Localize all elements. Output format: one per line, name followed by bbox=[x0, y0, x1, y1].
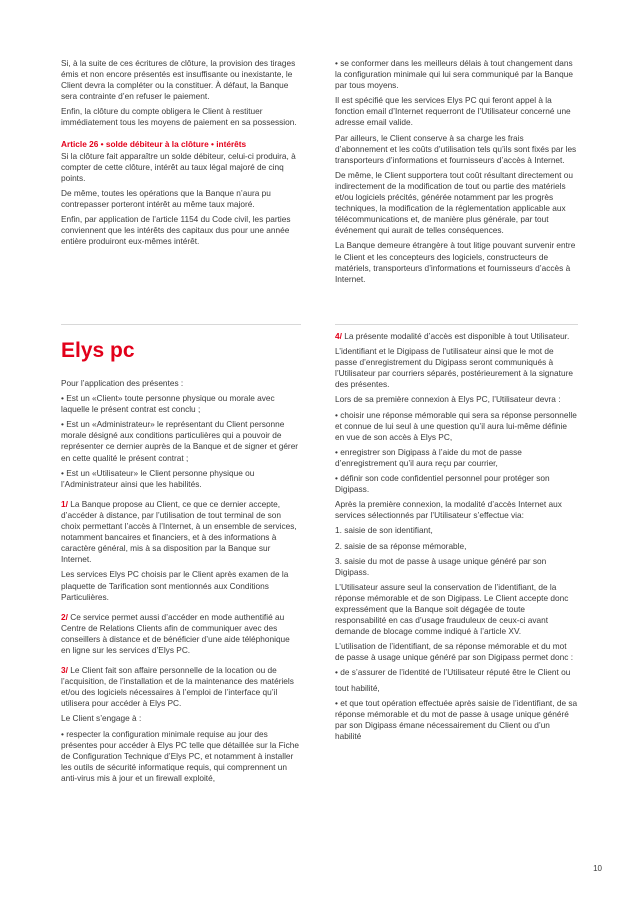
register-digipass-bullet: • enregistrer son Digipass à l’aide du mot de passe d’enregistrement qu’il aura reçu par courrier, bbox=[335, 446, 522, 468]
access-modality-paragraph: Après la première connexion, la modalité d’accès Internet aux services sélectionnés par l’Utilisateur s’effectue via: bbox=[335, 499, 562, 521]
step-1: 1. saisie de son identifiant, bbox=[335, 525, 433, 536]
habilite-line: tout habilité, bbox=[335, 682, 380, 693]
definition-administrator: • Est un «Administrateur» le représentant du Client personne morale désigné aux conditions particulières qui a pouvoir de représenter ce dernier auprès de la Banque et de signer et gérer en cette qualité le présent contrat ; bbox=[61, 419, 299, 463]
definition-user: • Est un «Utilisateur» le Client personne physique ou l’Administrateur ainsi que les habilités. bbox=[61, 467, 255, 489]
section-3-text: Le Client fait son affaire personnelle de la location ou de l’acquisition, de l’installation et de la maintenance des matériels et/ou des logiciels nécessaires à l’emploi de l’interface qu’il utilisera pour accéder à Elys PC. bbox=[61, 665, 294, 709]
subscription-costs-paragraph: Par ailleurs, le Client conserve à sa charge les frais d’abonnement et les coûts d’utilisation tels qu’ils sont fixés par les transporteurs d’informations et fournisseurs d’accès à Internet. bbox=[335, 132, 577, 165]
identity-bullet: • de s’assurer de l’identité de l’Utilisateur réputé être le Client ou bbox=[335, 667, 571, 678]
email-requirement-paragraph: Il est spécifié que les services Elys PC qui feront appel à la fonction email d’Internet requerront de l’Utilisateur concerné une adresse email valide. bbox=[335, 95, 571, 128]
left-section-divider bbox=[61, 324, 301, 325]
section-2-text: Ce service permet aussi d’accéder en mode authentifié au Centre de Relations Clients afin de communiquer avec des conseillers à distance et de bénéficier d’une aide téléphonique en ligne sur les services d’Elys PC. bbox=[61, 611, 290, 655]
step-3: 3. saisie du mot de passe à usage unique généré par son Digipass. bbox=[335, 555, 547, 577]
section-2-paragraph bbox=[61, 612, 301, 656]
configuration-bullet: • se conformer dans les meilleurs délais à tout changement dans la configuration minimale qui lui sera communiqué par la Banque par tous moyens. bbox=[335, 58, 573, 91]
section-1-text: La Banque propose au Client, ce que ce dernier accepte, d’accéder à distance, par l’utilisation de tout terminal de son choix permettant l’accès à l’Internet, à un ensemble de services, notamment bancaires et financiers, et à des informations à caractère général, mis à sa disposition par la Banque sur Internet. bbox=[61, 498, 297, 565]
section-1-services-paragraph: Les services Elys PC choisis par le Client après examen de la plaquette de Tarification sont mentionnés aux Conditions Particulières. bbox=[61, 569, 289, 602]
section-4-number: 4/ bbox=[335, 331, 342, 341]
operations-interest-paragraph: De même, toutes les opérations que la Banque n’aura pu contrepasser porteront intérêt au même taux majoré. bbox=[61, 187, 271, 210]
section-3-paragraph bbox=[61, 665, 301, 709]
operation-bullet: • et que tout opération effectuée après saisie de l’identifiant, de sa réponse mémorable et du mot de passe à usage unique généré par son Digipass émane nécessairement du Client ou d’un habilité bbox=[335, 697, 578, 741]
closure-payment-means-paragraph: Enfin, la clôture du compte obligera le Client à restituer immédiatement tous les moyens de paiement en sa possession. bbox=[61, 106, 297, 128]
top-right-column bbox=[335, 58, 578, 289]
page-number: 10 bbox=[593, 864, 602, 873]
minimal-configuration-bullet: • respecter la configuration minimale requise au jour des présentes pour accéder à Elys PC telle que détaillée sur la Fiche de Configuration Technique d’Elys PC, et notamment à installer les outils de sécurité informatique requis, qui comprennent un anti-virus mis à jour et un firewall exploité, bbox=[61, 728, 299, 783]
right-section-divider bbox=[335, 324, 578, 325]
elys-pc-right-column bbox=[335, 331, 578, 746]
memorable-answer-bullet: • choisir une réponse mémorable qui sera sa réponse personnelle et connue de lui seul à une question qu’il aura lui-même définie en vue de son accès à Elys PC, bbox=[335, 409, 577, 442]
client-commitment-intro: Le Client s’engage à : bbox=[61, 713, 142, 724]
section-4-text: La présente modalité d’accès est disponible à tout Utilisateur. bbox=[341, 331, 570, 341]
debit-balance-paragraph: Si la clôture fait apparaître un solde débiteur, celui-ci produira, à compter de cette clôture, intérêt au taux légal majoré de cinq points. bbox=[61, 150, 296, 183]
top-left-column bbox=[61, 58, 301, 251]
article-26-title: Article 26 • solde débiteur à la clôture • intérêts bbox=[61, 138, 247, 149]
elys-pc-left-column bbox=[61, 378, 301, 788]
definition-client: • Est un «Client» toute personne physique ou morale avec laquelle le présent contrat est conclu ; bbox=[61, 393, 275, 415]
definitions-intro: Pour l’application des présentes : bbox=[61, 378, 184, 388]
section-2-number: 2/ bbox=[61, 611, 68, 622]
section-1-paragraph bbox=[61, 499, 301, 566]
section-3-number: 3/ bbox=[61, 665, 68, 676]
first-login-intro: Lors de sa première connexion à Elys PC, l’Utilisateur devra : bbox=[335, 394, 561, 405]
modification-costs-paragraph: De même, le Client supportera tout coût résultant directement ou indirectement de la modification de tout ou partie des matériels et/ou logiciels précités, générée notamment par les progrès techniques, la modification de la réglementation applicable aux télécommunications et, de manière plus générale, par tout événement qui aurait de telles conséquences. bbox=[335, 169, 573, 236]
closure-provision-paragraph: Si, à la suite de ces écritures de clôture, la provision des tirages émis et non encore présentés est insuffisante ou inexistante, le Client devra la compléter ou la constituer. À défaut, la Banque sera contrainte d’en refuser le paiement. bbox=[61, 58, 296, 102]
credentials-paragraph: L’identifiant et le Digipass de l’utilisateur ainsi que le mot de passe d’enregistrement du Digipass seront communiqués à l’Utilisateur par courriers séparés, postérieurement à la signature des présentes. bbox=[335, 346, 573, 390]
section-4-paragraph bbox=[335, 331, 578, 342]
usage-paragraph: L’utilisation de l’identifiant, de sa réponse mémorable et du mot de passe à usage unique généré par son Digipass permet donc : bbox=[335, 641, 574, 663]
civil-code-paragraph: Enfin, par application de l’article 1154 du Code civil, les parties conviennent que les intérêts des capitaux dus pour une année entière produiront eux-mêmes intérêt. bbox=[61, 214, 291, 247]
step-2: 2. saisie de sa réponse mémorable, bbox=[335, 540, 467, 551]
conservation-paragraph: L’Utilisateur assure seul la conservation de l’identifiant, de la réponse mémorable et de son Digipass. Le Client accepte donc expressément que la Banque soit dégagée de toute responsabilité en cas d’usage frauduleux de ceux-ci avant demande de blocage comme indiqué à l’article XV. bbox=[335, 581, 569, 637]
section-1-number: 1/ bbox=[61, 498, 68, 509]
bank-disclaimer-paragraph: La Banque demeure étrangère à tout litige pouvant survenir entre le Client et les concepteurs des logiciels, constructeurs de matériels, transporteurs d’informations et fournisseurs d’accès à Internet. bbox=[335, 240, 576, 284]
section-title: Elys pc bbox=[61, 339, 135, 362]
define-code-bullet: • définir son code confidentiel personnel pour protéger son Digipass. bbox=[335, 473, 550, 495]
